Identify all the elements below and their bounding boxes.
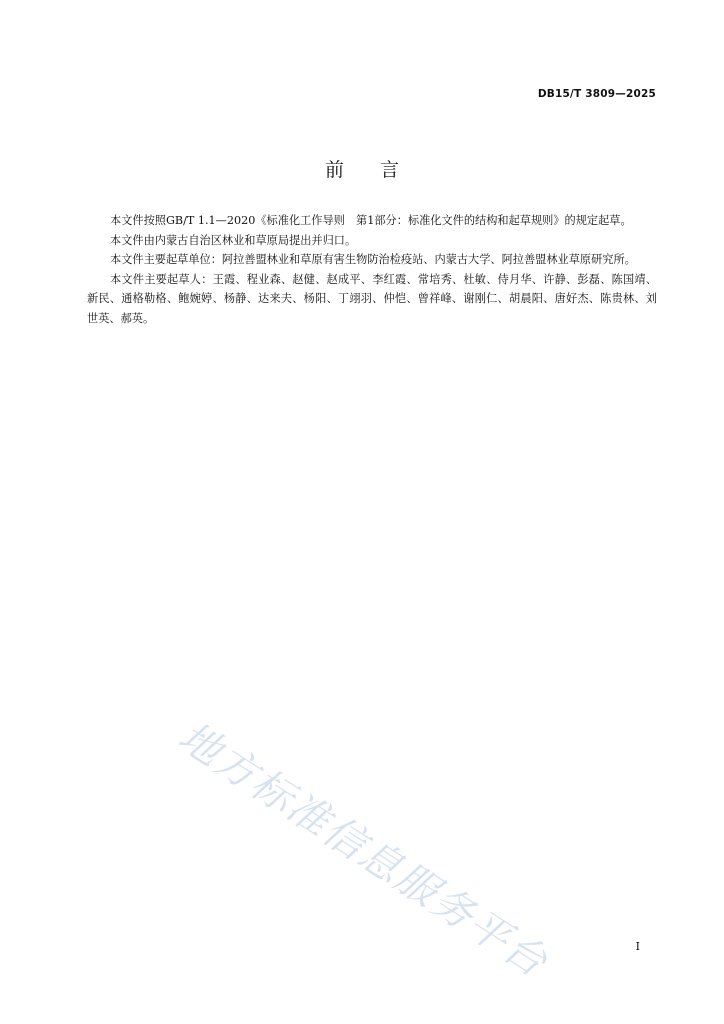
foreword-body xyxy=(87,211,657,328)
paragraph-drafting-rules: 本文件按照GB/T 1.1—2020《标准化工作导则 第1部分：标准化文件的结构和起草规则》的规定起草。 xyxy=(110,214,632,227)
paragraph-drafters: 本文件主要起草人：王霞、程业森、赵健、赵成平、李红霞、常培秀、杜敏、侍月华、许静、彭磊、陈国靖、新民、通格勒格、鲍婉婷、杨静、达来夫、杨阳、丁翊羽、仲恺、曾祥峰、谢刚仁、胡晨阳、唐好杰、陈贵林、刘世英、郝英。 xyxy=(87,272,657,325)
watermark: 地方标准信息服务平台 xyxy=(170,712,557,987)
page-number: I xyxy=(635,940,640,953)
paragraph-proposer: 本文件由内蒙古自治区林业和草原局提出并归口。 xyxy=(110,233,357,247)
document-code: DB15/T 3809—2025 xyxy=(537,88,656,100)
page-title xyxy=(0,155,724,182)
title-char-2: 言 xyxy=(380,159,400,181)
paragraph-drafting-units: 本文件主要起草单位：阿拉善盟林业和草原有害生物防治检疫站、内蒙古大学、阿拉善盟林业草原研究所。 xyxy=(110,253,636,266)
title-char-1: 前 xyxy=(324,159,344,181)
